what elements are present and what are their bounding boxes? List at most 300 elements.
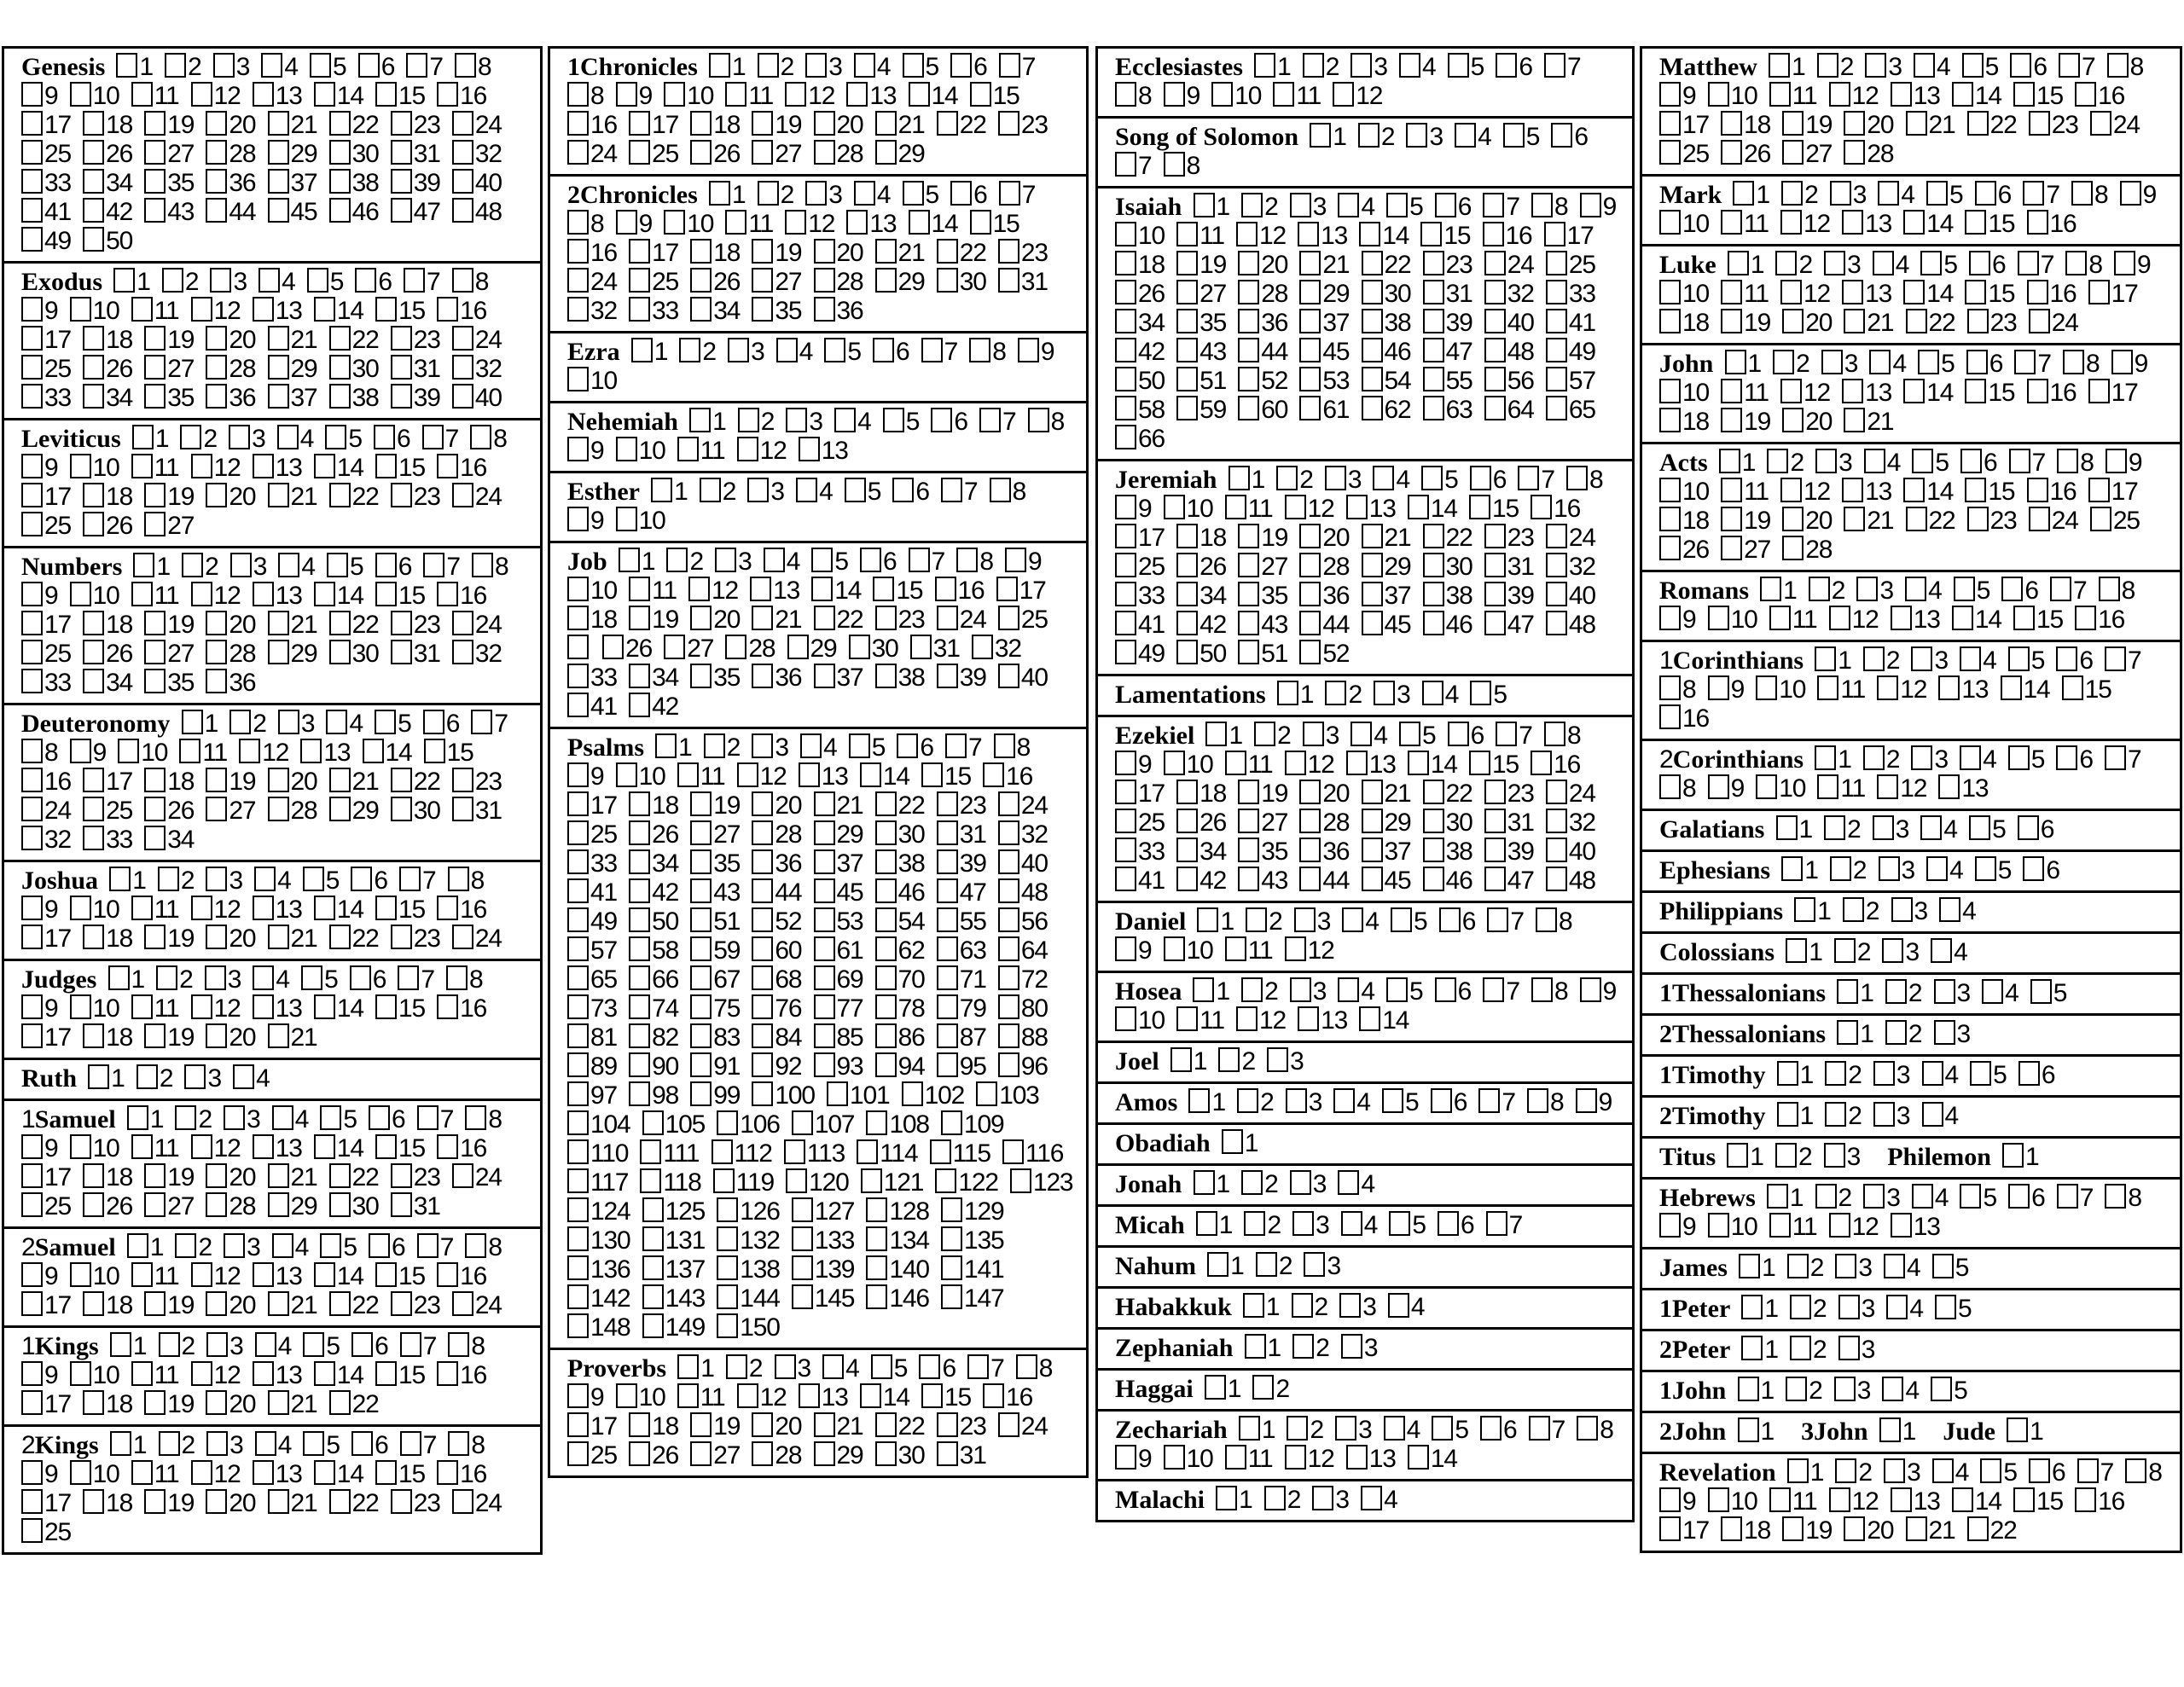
checkbox-square-icon[interactable] (375, 1262, 397, 1287)
chapter-checkbox[interactable] (677, 762, 725, 791)
chapter-checkbox[interactable] (930, 1139, 990, 1168)
checkbox-square-icon[interactable] (1786, 938, 1807, 963)
chapter-checkbox[interactable] (786, 408, 822, 437)
checkbox-square-icon[interactable] (182, 710, 203, 734)
chapter-checkbox[interactable] (1769, 1213, 1817, 1242)
checkbox-square-icon[interactable] (1299, 367, 1321, 391)
chapter-checkbox[interactable] (1211, 82, 1261, 111)
checkbox-square-icon[interactable] (21, 1361, 43, 1386)
checkbox-square-icon[interactable] (131, 1361, 153, 1386)
checkbox-square-icon[interactable] (1842, 280, 1863, 304)
checkbox-square-icon[interactable] (2062, 675, 2083, 700)
chapter-checkbox[interactable] (329, 483, 379, 512)
checkbox-square-icon[interactable] (640, 1139, 661, 1164)
checkbox-square-icon[interactable] (21, 797, 43, 821)
chapter-checkbox[interactable] (2023, 856, 2059, 885)
checkbox-square-icon[interactable] (752, 907, 773, 932)
chapter-checkbox[interactable] (109, 867, 146, 896)
checkbox-square-icon[interactable] (1478, 1088, 1500, 1113)
checkbox-square-icon[interactable] (1725, 350, 1746, 374)
chapter-checkbox[interactable] (1551, 123, 1588, 152)
checkbox-square-icon[interactable] (567, 1412, 589, 1437)
checkbox-square-icon[interactable] (629, 907, 650, 932)
chapter-checkbox[interactable] (860, 1383, 909, 1412)
checkbox-square-icon[interactable] (268, 169, 289, 194)
chapter-checkbox[interactable] (83, 512, 132, 541)
checkbox-square-icon[interactable] (814, 1412, 835, 1437)
checkbox-square-icon[interactable] (1815, 646, 1836, 671)
chapter-checkbox[interactable] (1115, 524, 1165, 553)
checkbox-square-icon[interactable] (1775, 1143, 1797, 1168)
chapter-checkbox[interactable] (1721, 210, 1769, 239)
checkbox-square-icon[interactable] (2018, 1061, 2040, 1086)
chapter-checkbox[interactable] (854, 181, 891, 210)
checkbox-square-icon[interactable] (1782, 408, 1804, 432)
checkbox-square-icon[interactable] (814, 111, 835, 136)
chapter-checkbox[interactable] (21, 611, 71, 640)
chapter-checkbox[interactable] (1580, 193, 1617, 222)
checkbox-square-icon[interactable] (314, 454, 335, 478)
checkbox-square-icon[interactable] (253, 994, 274, 1019)
chapter-checkbox[interactable] (725, 635, 775, 664)
checkbox-square-icon[interactable] (1882, 1377, 1903, 1401)
checkbox-square-icon[interactable] (1225, 936, 1246, 961)
chapter-checkbox[interactable] (1421, 466, 1458, 495)
chapter-checkbox[interactable] (937, 791, 986, 820)
chapter-checkbox[interactable] (2013, 1487, 2063, 1516)
checkbox-square-icon[interactable] (752, 297, 773, 322)
checkbox-square-icon[interactable] (567, 239, 589, 264)
checkbox-square-icon[interactable] (567, 268, 589, 293)
checkbox-square-icon[interactable] (2114, 251, 2135, 275)
chapter-checkbox[interactable] (2029, 507, 2078, 536)
chapter-checkbox[interactable] (1362, 396, 1411, 425)
chapter-checkbox[interactable] (21, 326, 71, 355)
checkbox-square-icon[interactable] (391, 140, 412, 165)
checkbox-square-icon[interactable] (1786, 1377, 1807, 1401)
checkbox-square-icon[interactable] (752, 965, 773, 990)
checkbox-square-icon[interactable] (375, 994, 397, 1019)
chapter-checkbox[interactable] (1194, 193, 1230, 222)
checkbox-square-icon[interactable] (70, 994, 91, 1019)
checkbox-square-icon[interactable] (375, 297, 397, 322)
checkbox-square-icon[interactable] (1551, 123, 1572, 148)
chapter-checkbox[interactable] (437, 454, 486, 483)
chapter-checkbox[interactable] (1659, 774, 1696, 803)
checkbox-square-icon[interactable] (567, 1226, 589, 1251)
checkbox-square-icon[interactable] (206, 1192, 227, 1217)
chapter-checkbox[interactable] (1423, 611, 1472, 640)
checkbox-square-icon[interactable] (629, 878, 650, 903)
chapter-checkbox[interactable] (814, 268, 863, 297)
checkbox-square-icon[interactable] (1844, 309, 1865, 333)
checkbox-square-icon[interactable] (268, 1390, 289, 1415)
checkbox-square-icon[interactable] (937, 994, 958, 1019)
checkbox-square-icon[interactable] (206, 1431, 228, 1456)
chapter-checkbox[interactable] (1546, 367, 1595, 396)
chapter-checkbox[interactable] (206, 355, 255, 384)
chapter-checkbox[interactable] (1781, 856, 1818, 885)
chapter-checkbox[interactable] (805, 181, 842, 210)
chapter-checkbox[interactable] (329, 1192, 379, 1221)
checkbox-square-icon[interactable] (1721, 140, 1742, 165)
chapter-checkbox[interactable] (642, 1284, 705, 1313)
checkbox-square-icon[interactable] (1164, 1445, 1185, 1470)
checkbox-square-icon[interactable] (758, 181, 779, 206)
checkbox-square-icon[interactable] (391, 1291, 412, 1316)
checkbox-square-icon[interactable] (278, 710, 299, 734)
checkbox-square-icon[interactable] (567, 1081, 589, 1106)
checkbox-square-icon[interactable] (314, 1262, 335, 1287)
checkbox-square-icon[interactable] (83, 169, 104, 194)
chapter-checkbox[interactable] (1906, 1516, 1955, 1545)
chapter-checkbox[interactable] (709, 181, 746, 210)
chapter-checkbox[interactable] (903, 53, 939, 82)
chapter-checkbox[interactable] (136, 1064, 173, 1093)
checkbox-square-icon[interactable] (268, 140, 289, 165)
chapter-checkbox[interactable] (1708, 82, 1757, 111)
checkbox-square-icon[interactable] (1912, 1184, 1933, 1209)
chapter-checkbox[interactable] (1760, 577, 1797, 606)
checkbox-square-icon[interactable] (2002, 1143, 2024, 1168)
checkbox-square-icon[interactable] (253, 1262, 274, 1287)
chapter-checkbox[interactable] (1969, 251, 2006, 280)
chapter-checkbox[interactable] (1739, 1254, 1775, 1283)
chapter-checkbox[interactable] (1842, 379, 1891, 408)
chapter-checkbox[interactable] (758, 181, 794, 210)
chapter-checkbox[interactable] (2009, 449, 2046, 478)
chapter-checkbox[interactable] (1863, 646, 1900, 675)
chapter-checkbox[interactable] (1484, 524, 1534, 553)
chapter-checkbox[interactable] (206, 1390, 255, 1419)
checkbox-square-icon[interactable] (127, 1105, 148, 1130)
chapter-checkbox[interactable] (567, 606, 617, 635)
checkbox-square-icon[interactable] (967, 1354, 989, 1379)
chapter-checkbox[interactable] (1960, 646, 1996, 675)
chapter-checkbox[interactable] (1241, 1170, 1278, 1199)
checkbox-square-icon[interactable] (567, 140, 589, 165)
checkbox-square-icon[interactable] (1873, 1061, 1895, 1086)
chapter-checkbox[interactable] (1299, 838, 1349, 867)
checkbox-square-icon[interactable] (21, 169, 43, 194)
checkbox-square-icon[interactable] (329, 925, 351, 949)
checkbox-square-icon[interactable] (690, 1023, 712, 1048)
checkbox-square-icon[interactable] (1238, 280, 1259, 304)
checkbox-square-icon[interactable] (1960, 745, 1981, 770)
checkbox-square-icon[interactable] (1844, 111, 1865, 136)
chapter-checkbox[interactable] (1389, 1211, 1426, 1240)
checkbox-square-icon[interactable] (709, 53, 730, 78)
chapter-checkbox[interactable] (2077, 1458, 2114, 1487)
chapter-checkbox[interactable] (969, 338, 1006, 367)
chapter-checkbox[interactable] (616, 507, 665, 536)
checkbox-square-icon[interactable] (206, 1332, 228, 1357)
checkbox-square-icon[interactable] (998, 965, 1019, 990)
chapter-checkbox[interactable] (1781, 181, 1818, 210)
chapter-checkbox[interactable] (690, 297, 740, 326)
checkbox-square-icon[interactable] (21, 82, 43, 107)
checkbox-square-icon[interactable] (1903, 478, 1925, 502)
chapter-checkbox[interactable] (1480, 1416, 1517, 1445)
chapter-checkbox[interactable] (2062, 675, 2111, 704)
chapter-checkbox[interactable] (664, 82, 713, 111)
chapter-checkbox[interactable] (182, 710, 218, 739)
chapter-checkbox[interactable] (800, 733, 837, 762)
chapter-checkbox[interactable] (1782, 408, 1832, 437)
chapter-checkbox[interactable] (1487, 907, 1524, 936)
chapter-checkbox[interactable] (363, 739, 412, 768)
checkbox-square-icon[interactable] (1905, 577, 1926, 601)
chapter-checkbox[interactable] (21, 1134, 58, 1163)
checkbox-square-icon[interactable] (109, 867, 131, 891)
chapter-checkbox[interactable] (1338, 193, 1374, 222)
checkbox-square-icon[interactable] (846, 82, 868, 107)
chapter-checkbox[interactable] (752, 606, 801, 635)
checkbox-square-icon[interactable] (937, 936, 958, 961)
chapter-checkbox[interactable] (21, 454, 58, 483)
checkbox-square-icon[interactable] (1264, 1486, 1286, 1510)
chapter-checkbox[interactable] (2001, 577, 2038, 606)
chapter-checkbox[interactable] (268, 198, 317, 227)
chapter-checkbox[interactable] (452, 768, 502, 797)
chapter-checkbox[interactable] (1844, 309, 1893, 338)
checkbox-square-icon[interactable] (118, 739, 139, 763)
chapter-checkbox[interactable] (1386, 977, 1423, 1006)
checkbox-square-icon[interactable] (616, 210, 637, 235)
checkbox-square-icon[interactable] (1834, 1377, 1856, 1401)
chapter-checkbox[interactable] (1388, 1293, 1425, 1322)
checkbox-square-icon[interactable] (1829, 1213, 1850, 1238)
chapter-checkbox[interactable] (1115, 152, 1152, 181)
chapter-checkbox[interactable] (814, 1023, 863, 1052)
chapter-checkbox[interactable] (1359, 1006, 1409, 1035)
chapter-checkbox[interactable] (253, 1460, 302, 1489)
checkbox-square-icon[interactable] (329, 111, 351, 136)
checkbox-square-icon[interactable] (191, 1460, 212, 1485)
checkbox-square-icon[interactable] (567, 1052, 589, 1077)
checkbox-square-icon[interactable] (268, 768, 289, 792)
chapter-checkbox[interactable] (717, 1197, 779, 1226)
checkbox-square-icon[interactable] (144, 826, 166, 850)
checkbox-square-icon[interactable] (937, 664, 958, 688)
chapter-checkbox[interactable] (1782, 507, 1832, 536)
chapter-checkbox[interactable] (1238, 809, 1287, 838)
chapter-checkbox[interactable] (1423, 867, 1472, 896)
chapter-checkbox[interactable] (83, 384, 132, 413)
checkbox-square-icon[interactable] (1346, 1445, 1368, 1470)
chapter-checkbox[interactable] (446, 965, 483, 994)
checkbox-square-icon[interactable] (677, 437, 699, 461)
chapter-checkbox[interactable] (1825, 1061, 1862, 1090)
checkbox-square-icon[interactable] (1659, 1487, 1681, 1512)
chapter-checkbox[interactable] (113, 268, 150, 297)
chapter-checkbox[interactable] (709, 53, 746, 82)
chapter-checkbox[interactable] (1659, 280, 1709, 309)
chapter-checkbox[interactable] (950, 181, 987, 210)
chapter-checkbox[interactable] (2111, 350, 2148, 379)
checkbox-square-icon[interactable] (1483, 193, 1504, 217)
checkbox-square-icon[interactable] (1659, 140, 1681, 165)
chapter-checkbox[interactable] (2029, 309, 2078, 338)
checkbox-square-icon[interactable] (213, 53, 235, 78)
chapter-checkbox[interactable] (70, 739, 107, 768)
chapter-checkbox[interactable] (452, 355, 502, 384)
chapter-checkbox[interactable] (21, 384, 71, 413)
chapter-checkbox[interactable] (1844, 507, 1893, 536)
chapter-checkbox[interactable] (690, 936, 740, 965)
chapter-checkbox[interactable] (1236, 1006, 1286, 1035)
checkbox-square-icon[interactable] (1756, 675, 1777, 700)
chapter-checkbox[interactable] (1207, 1252, 1244, 1281)
chapter-checkbox[interactable] (268, 1390, 317, 1419)
checkbox-square-icon[interactable] (21, 669, 43, 693)
chapter-checkbox[interactable] (1885, 1020, 1922, 1049)
chapter-checkbox[interactable] (1408, 495, 1457, 524)
chapter-checkbox[interactable] (1164, 751, 1213, 780)
checkbox-square-icon[interactable] (314, 297, 335, 322)
checkbox-square-icon[interactable] (1350, 722, 1372, 746)
checkbox-square-icon[interactable] (725, 82, 746, 107)
checkbox-square-icon[interactable] (131, 82, 153, 107)
checkbox-square-icon[interactable] (1906, 1516, 1927, 1541)
checkbox-square-icon[interactable] (629, 1023, 650, 1048)
checkbox-square-icon[interactable] (2008, 1184, 2030, 1209)
checkbox-square-icon[interactable] (391, 111, 412, 136)
checkbox-square-icon[interactable] (1659, 379, 1681, 403)
checkbox-square-icon[interactable] (1423, 809, 1444, 833)
checkbox-square-icon[interactable] (664, 82, 685, 107)
chapter-checkbox[interactable] (175, 1233, 212, 1262)
checkbox-square-icon[interactable] (1967, 309, 1989, 333)
checkbox-square-icon[interactable] (422, 425, 444, 449)
checkbox-square-icon[interactable] (1483, 977, 1504, 1002)
chapter-checkbox[interactable] (144, 140, 194, 169)
checkbox-square-icon[interactable] (616, 1383, 637, 1408)
checkbox-square-icon[interactable] (1790, 1336, 1811, 1360)
chapter-checkbox[interactable] (937, 878, 986, 907)
checkbox-square-icon[interactable] (144, 1390, 166, 1415)
chapter-checkbox[interactable] (690, 820, 740, 849)
chapter-checkbox[interactable] (268, 169, 317, 198)
chapter-checkbox[interactable] (631, 338, 668, 367)
checkbox-square-icon[interactable] (1952, 606, 1973, 630)
checkbox-square-icon[interactable] (1292, 1293, 1313, 1318)
chapter-checkbox[interactable] (1484, 396, 1534, 425)
chapter-checkbox[interactable] (690, 849, 740, 878)
checkbox-square-icon[interactable] (253, 1460, 274, 1485)
checkbox-square-icon[interactable] (619, 548, 640, 572)
checkbox-square-icon[interactable] (452, 355, 473, 380)
checkbox-square-icon[interactable] (1773, 350, 1794, 374)
checkbox-square-icon[interactable] (1708, 675, 1729, 700)
chapter-checkbox[interactable] (1659, 675, 1696, 704)
chapter-checkbox[interactable] (629, 1412, 678, 1441)
checkbox-square-icon[interactable] (999, 53, 1020, 78)
checkbox-square-icon[interactable] (1286, 1088, 1307, 1113)
chapter-checkbox[interactable] (206, 1023, 255, 1052)
checkbox-square-icon[interactable] (1756, 774, 1777, 799)
chapter-checkbox[interactable] (1193, 977, 1229, 1006)
chapter-checkbox[interactable] (875, 791, 925, 820)
checkbox-square-icon[interactable] (629, 664, 650, 688)
checkbox-square-icon[interactable] (866, 1284, 887, 1309)
chapter-checkbox[interactable] (144, 169, 194, 198)
chapter-checkbox[interactable] (935, 577, 985, 606)
checkbox-square-icon[interactable] (206, 169, 227, 194)
chapter-checkbox[interactable] (1546, 309, 1595, 338)
chapter-checkbox[interactable] (329, 1163, 379, 1192)
checkbox-square-icon[interactable] (2057, 1184, 2078, 1209)
checkbox-square-icon[interactable] (567, 635, 589, 659)
chapter-checkbox[interactable] (391, 768, 440, 797)
chapter-checkbox[interactable] (1877, 774, 1926, 803)
checkbox-square-icon[interactable] (704, 733, 725, 758)
checkbox-square-icon[interactable] (1659, 478, 1681, 502)
checkbox-square-icon[interactable] (21, 512, 43, 536)
checkbox-square-icon[interactable] (567, 111, 589, 136)
checkbox-square-icon[interactable] (717, 1313, 738, 1338)
checkbox-square-icon[interactable] (1838, 1295, 1860, 1319)
checkbox-square-icon[interactable] (814, 1052, 835, 1077)
checkbox-square-icon[interactable] (690, 965, 712, 990)
chapter-checkbox[interactable] (1926, 181, 1963, 210)
chapter-checkbox[interactable] (1815, 646, 1851, 675)
checkbox-square-icon[interactable] (1373, 466, 1394, 490)
checkbox-square-icon[interactable] (1920, 251, 1942, 275)
checkbox-square-icon[interactable] (320, 1105, 341, 1130)
chapter-checkbox[interactable] (1362, 838, 1411, 867)
checkbox-square-icon[interactable] (437, 454, 458, 478)
chapter-checkbox[interactable] (455, 53, 491, 82)
checkbox-square-icon[interactable] (465, 1233, 486, 1258)
checkbox-square-icon[interactable] (1176, 867, 1198, 891)
checkbox-square-icon[interactable] (1903, 379, 1925, 403)
chapter-checkbox[interactable] (314, 1361, 363, 1390)
checkbox-square-icon[interactable] (1435, 977, 1456, 1002)
checkbox-square-icon[interactable] (1844, 140, 1865, 165)
chapter-checkbox[interactable] (704, 733, 741, 762)
chapter-checkbox[interactable] (875, 140, 925, 169)
chapter-checkbox[interactable] (1484, 809, 1534, 838)
checkbox-square-icon[interactable] (1359, 222, 1380, 246)
chapter-checkbox[interactable] (369, 1105, 405, 1134)
checkbox-square-icon[interactable] (787, 635, 809, 659)
checkbox-square-icon[interactable] (131, 582, 153, 606)
checkbox-square-icon[interactable] (21, 1489, 43, 1514)
chapter-checkbox[interactable] (314, 297, 363, 326)
checkbox-square-icon[interactable] (1969, 251, 1990, 275)
chapter-checkbox[interactable] (21, 483, 71, 512)
checkbox-square-icon[interactable] (866, 1255, 887, 1280)
checkbox-square-icon[interactable] (452, 384, 473, 409)
checkbox-square-icon[interactable] (1878, 181, 1899, 206)
chapter-checkbox[interactable] (629, 936, 678, 965)
chapter-checkbox[interactable] (875, 820, 925, 849)
chapter-checkbox[interactable] (2056, 745, 2093, 774)
chapter-checkbox[interactable] (931, 408, 967, 437)
checkbox-square-icon[interactable] (1546, 396, 1567, 420)
checkbox-square-icon[interactable] (998, 1412, 1019, 1437)
chapter-checkbox[interactable] (144, 768, 194, 797)
checkbox-square-icon[interactable] (642, 1313, 664, 1338)
checkbox-square-icon[interactable] (983, 762, 1004, 787)
chapter-checkbox[interactable] (2088, 478, 2138, 507)
chapter-checkbox[interactable] (206, 326, 255, 355)
checkbox-square-icon[interactable] (1115, 640, 1136, 664)
chapter-checkbox[interactable] (2018, 815, 2054, 844)
chapter-checkbox[interactable] (1529, 1416, 1565, 1445)
chapter-checkbox[interactable] (1719, 449, 1756, 478)
